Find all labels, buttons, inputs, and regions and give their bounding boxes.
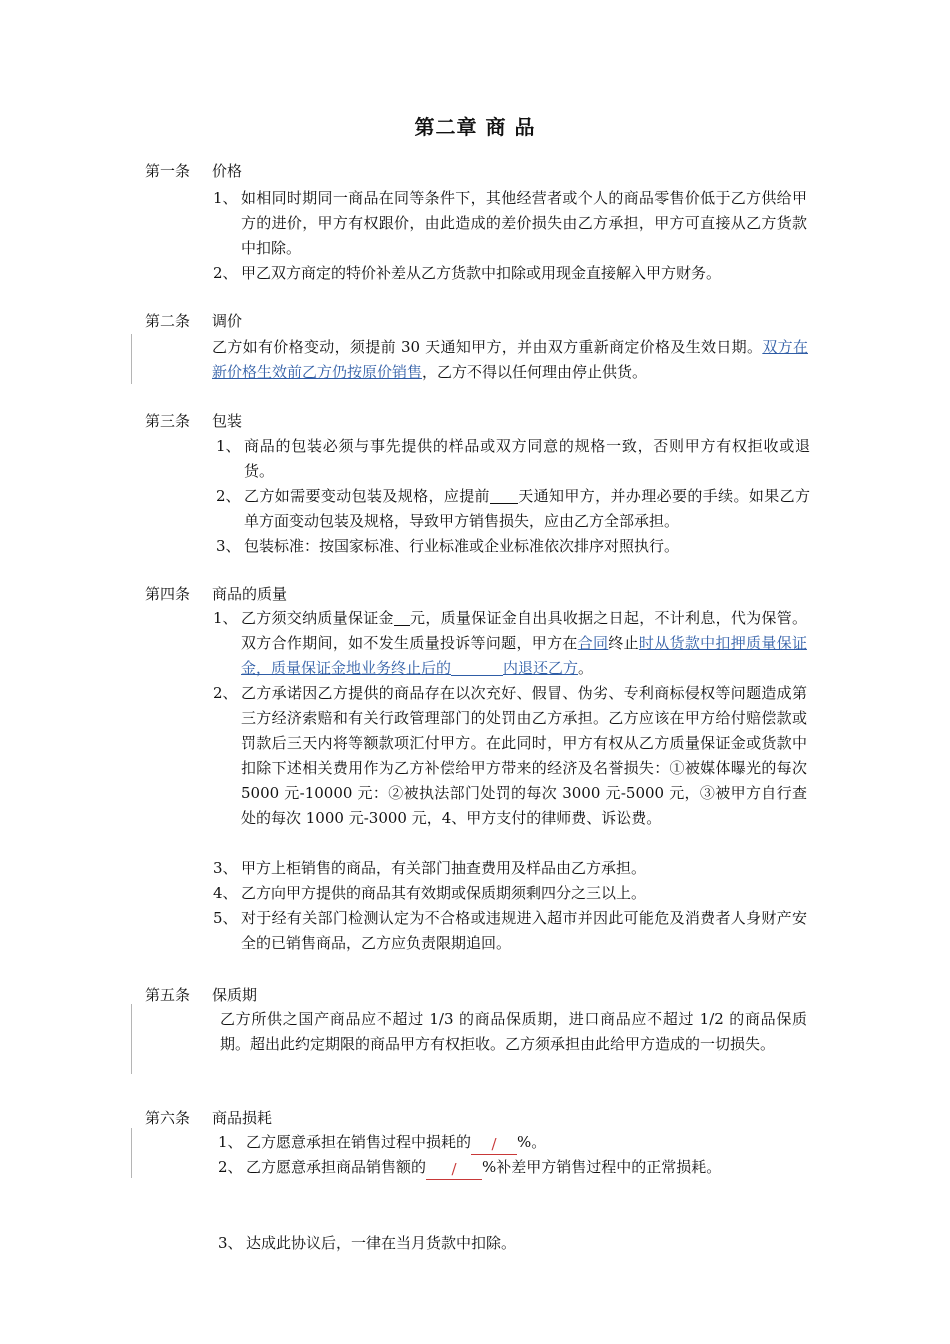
item-number: 3、	[218, 1234, 243, 1252]
text-run: 乙方愿意承担在销售过程中损耗的	[246, 1133, 472, 1151]
item-text: 对于经有关部门检测认定为不合格或违规进入超市并因此可能危及消费者人身财产安全的已销售商品，乙方应负责限期追回。	[241, 909, 807, 952]
item-text: 甲方上柜销售的商品，有关部门抽查费用及样品由乙方承担。	[241, 859, 647, 877]
item-text: 甲乙双方商定的特价补差从乙方货款中扣除或用现金直接解入甲方财务。	[241, 264, 722, 282]
article-number: 第五条	[145, 986, 191, 1004]
revision-bar	[131, 1128, 132, 1178]
item-text: 商品的包装必须与事先提供的样品或双方同意的规格一致，否则甲方有权拒收或退货。	[244, 437, 810, 480]
text-run: 终止	[608, 634, 639, 652]
item-number: 5、	[213, 909, 238, 927]
revised-text: 内退还乙方	[503, 659, 579, 677]
text-run: 乙方须交纳质量保证金	[241, 609, 394, 627]
revised-text: 合同	[577, 634, 609, 652]
fill-blank	[394, 608, 410, 626]
article-heading	[145, 160, 242, 181]
article-name: 保质期	[212, 986, 258, 1004]
text-run: 。	[578, 659, 594, 677]
article-text: 乙方所供之国产商品应不超过 1/3 的商品保质期，进口商品应不超过 1/2 的商品保质期。超出此约定期限的商品甲方有权拒收。乙方须承担由此给甲方造成的一切损失。	[220, 1010, 807, 1053]
article-number: 第一条	[145, 162, 191, 180]
item-text	[246, 1155, 812, 1180]
text-run: %补差甲方销售过程中的正常损耗。	[482, 1158, 722, 1176]
item-text	[244, 484, 810, 534]
article-heading	[145, 583, 287, 604]
item-text: 乙方向甲方提供的商品其有效期或保质期须剩四分之三以上。	[241, 884, 647, 902]
article-name: 商品的质量	[212, 585, 288, 603]
item-text: 如相同时期同一商品在同等条件下，其他经营者或个人的商品零售价低于乙方供给甲方的进价，甲方有权跟价，由此造成的差价损失由乙方承担，甲方可直接从乙方货款中扣除。	[241, 189, 807, 257]
text-run: 乙方如需要变动包装及规格，应提前	[244, 487, 490, 505]
revision-bar	[131, 334, 132, 384]
item-number: 2、	[216, 487, 241, 505]
item-number: 1、	[218, 1133, 243, 1151]
item-text	[246, 1130, 812, 1155]
item-number: 3、	[213, 859, 238, 877]
item-number: 2、	[218, 1158, 243, 1176]
fill-blank	[451, 658, 503, 676]
item-text	[241, 606, 807, 681]
article-number: 第二条	[145, 312, 191, 330]
item-text: 包装标准：按国家标准、行业标准或企业标准依次排序对照执行。	[244, 537, 680, 555]
text-run: 乙方愿意承担商品销售额的	[246, 1158, 427, 1176]
text-run: %。	[517, 1133, 547, 1151]
item-text: 达成此协议后，一律在当月货款中扣除。	[246, 1234, 517, 1252]
item-text: 乙方承诺因乙方提供的商品存在以次充好、假冒、伪劣、专利商标侵权等问题造成第三方经济索赔和有关行政管理部门的处罚由乙方承担。乙方应该在甲方给付赔偿款或罚款后三天内将等额款项汇付甲方。在此同时，甲方有权从乙方质量保证金或货款中扣除下述相关费用作为乙方补偿给甲方带来的经济及名誉损失：①被媒体曝光的每次 5000 元-10000 元：②被执法部门处罚的每次 3000 元-5000 元，③被甲方自行查处的每次 1000 元-3000 元，4、甲方支付的律师费、诉讼费。	[241, 684, 807, 827]
text-run: 天通知甲方，并办理必要的手续。如果乙方单方面变动包装及规格，导致甲方销售损失，应由乙方全部承担。	[244, 487, 810, 530]
fill-blank: /	[426, 1159, 482, 1180]
article-heading	[145, 310, 242, 331]
article-heading	[145, 410, 242, 431]
text-run: 元，质量保证金自出具收据之日起，不计利息，代为保管。双方合作期间，如不发生质量投诉等问题，甲方在	[241, 609, 807, 652]
article-text	[212, 335, 808, 385]
article-name: 调价	[212, 312, 243, 330]
article-heading	[145, 1107, 272, 1128]
item-number: 3、	[216, 537, 241, 555]
article-number: 第三条	[145, 412, 191, 430]
revised-text: 双方在新价格生效前乙方仍按原价销售	[212, 338, 808, 381]
article-number: 第六条	[145, 1109, 191, 1127]
fill-blank	[490, 486, 518, 504]
article-name: 价格	[212, 162, 243, 180]
article-name: 商品损耗	[212, 1109, 273, 1127]
item-number: 2、	[213, 684, 238, 702]
article-number: 第四条	[145, 585, 191, 603]
fill-blank: /	[471, 1134, 517, 1155]
item-number: 1、	[213, 189, 238, 207]
item-number: 1、	[216, 437, 241, 455]
item-number: 1、	[213, 609, 238, 627]
text-run: ，乙方不得以任何理由停止供货。	[422, 363, 648, 381]
revised-text: 时从货款中扣押质量保证金，质量保证金地业务终止后的	[241, 634, 807, 677]
revision-bar	[131, 1004, 132, 1074]
text-run: 乙方如有价格变动，须提前 30 天通知甲方，并由双方重新商定价格及生效日期。	[212, 338, 763, 356]
article-name: 包装	[212, 412, 243, 430]
item-number: 2、	[213, 264, 238, 282]
page-title: 第二章 商 品	[414, 115, 536, 139]
item-number: 4、	[213, 884, 238, 902]
article-heading	[145, 984, 257, 1005]
